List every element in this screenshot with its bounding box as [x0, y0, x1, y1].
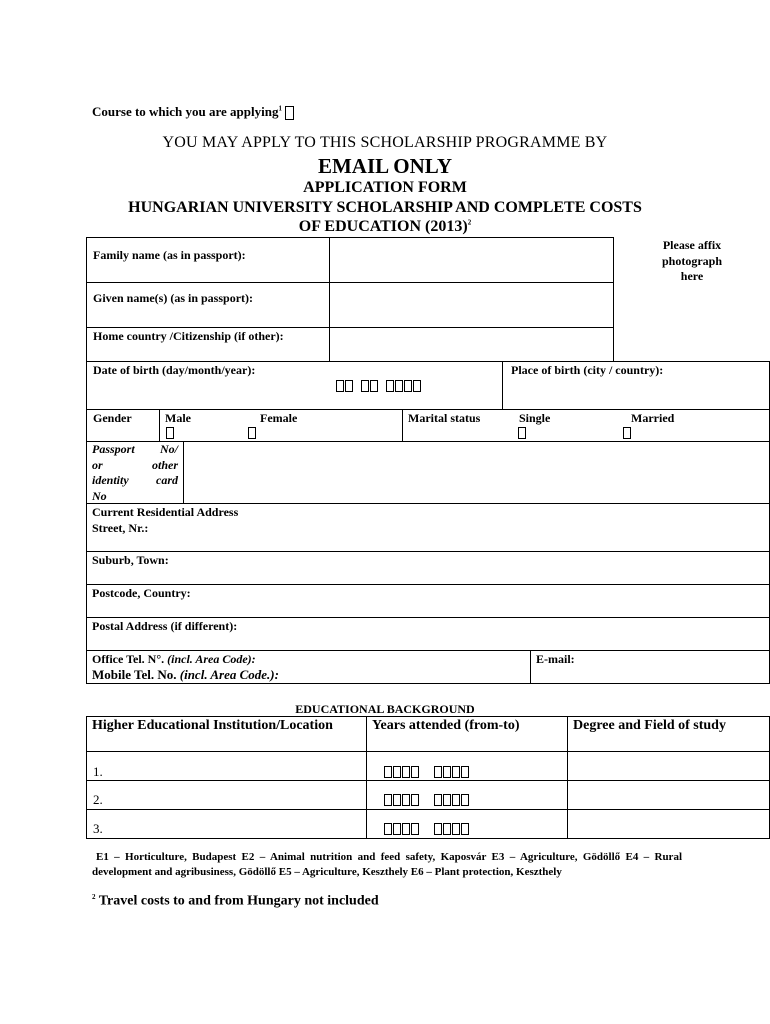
family-name-label: Family name (as in passport): — [93, 248, 246, 262]
edu-col-degree: Degree and Field of study — [573, 718, 726, 733]
female-label: Female — [260, 411, 298, 425]
title-line-1: HUNGARIAN UNIVERSITY SCHOLARSHIP AND COMPLETE COSTS — [128, 199, 642, 216]
edu-row-3: 3. — [93, 821, 103, 836]
edu-row-1: 1. — [93, 764, 103, 779]
current-address: Current Residential Address Street, Nr.: — [92, 505, 239, 535]
edu-row-2: 2. — [93, 792, 103, 807]
family-name-field[interactable] — [331, 239, 612, 281]
suburb-label: Suburb, Town: — [92, 553, 169, 567]
edu-col-years: Years attended (from-to) — [372, 718, 520, 733]
postal-address-label: Postal Address (if different): — [92, 619, 238, 633]
male-checkbox[interactable] — [166, 427, 174, 439]
footnote-courses: E1 – Horticulture, Budapest E2 – Animal nutrition and feed safety, Kaposvár E3 – Agriculture, Gödöllő E4 – Rural development and agribusiness, Gödöllő E5 – Agriculture, Keszthely E6 – Plant protection, Keszthely — [92, 851, 682, 878]
female-checkbox[interactable] — [248, 427, 256, 439]
male-label: Male — [165, 411, 191, 425]
email-only: EMAIL ONLY — [317, 154, 452, 178]
edu-row-2-years[interactable] — [384, 794, 470, 806]
dob-boxes[interactable] — [336, 380, 422, 392]
footnote-ref: 1 — [278, 104, 282, 113]
course-label: Course to which you are applying$^1$ — [92, 104, 295, 120]
given-names-field[interactable] — [331, 284, 612, 326]
edu-col-institution: Higher Educational Institution/Location — [92, 718, 333, 733]
course-checkbox[interactable] — [285, 106, 294, 120]
mobile-tel-label: Mobile Tel. No. (incl. Area Code.): — [92, 667, 279, 682]
single-label: Single — [519, 411, 551, 425]
single-checkbox[interactable] — [518, 427, 526, 439]
home-country-field[interactable] — [331, 329, 612, 360]
edu-row-1-years[interactable] — [384, 766, 470, 778]
footnote-travel: $^2$ Travel costs to and from Hungary not included — [92, 893, 379, 909]
office-tel-label: Office Tel. N°. (incl. Area Code): — [92, 652, 256, 666]
married-checkbox[interactable] — [623, 427, 631, 439]
photo-placeholder: Please affix photograph here — [661, 238, 723, 283]
form-title: APPLICATION FORM — [303, 179, 467, 196]
given-names-label: Given name(s) (as in passport): — [93, 291, 254, 305]
apply-line: YOU MAY APPLY TO THIS SCHOLARSHIP PROGRAMME BY — [162, 134, 608, 151]
married-label: Married — [631, 411, 675, 425]
postcode-label: Postcode, Country: — [92, 586, 191, 600]
marital-status-label: Marital status — [408, 411, 481, 425]
passport-label: Passport No/ or other identity card No — [92, 442, 178, 503]
home-country-label: Home country /Citizenship (if other): — [93, 329, 284, 343]
email-label: E-mail: — [536, 652, 575, 666]
title-line-2: OF EDUCATION $(2013)^2$ — [298, 218, 472, 235]
gender-label: Gender — [93, 411, 132, 425]
dob-label: Date of birth (day/month/year): — [93, 363, 256, 377]
place-of-birth-label: Place of birth (city / country): — [511, 363, 664, 377]
edu-row-3-years[interactable] — [384, 823, 470, 835]
passport-field[interactable] — [185, 443, 768, 502]
edu-heading: EDUCATIONAL BACKGROUND — [295, 702, 475, 716]
